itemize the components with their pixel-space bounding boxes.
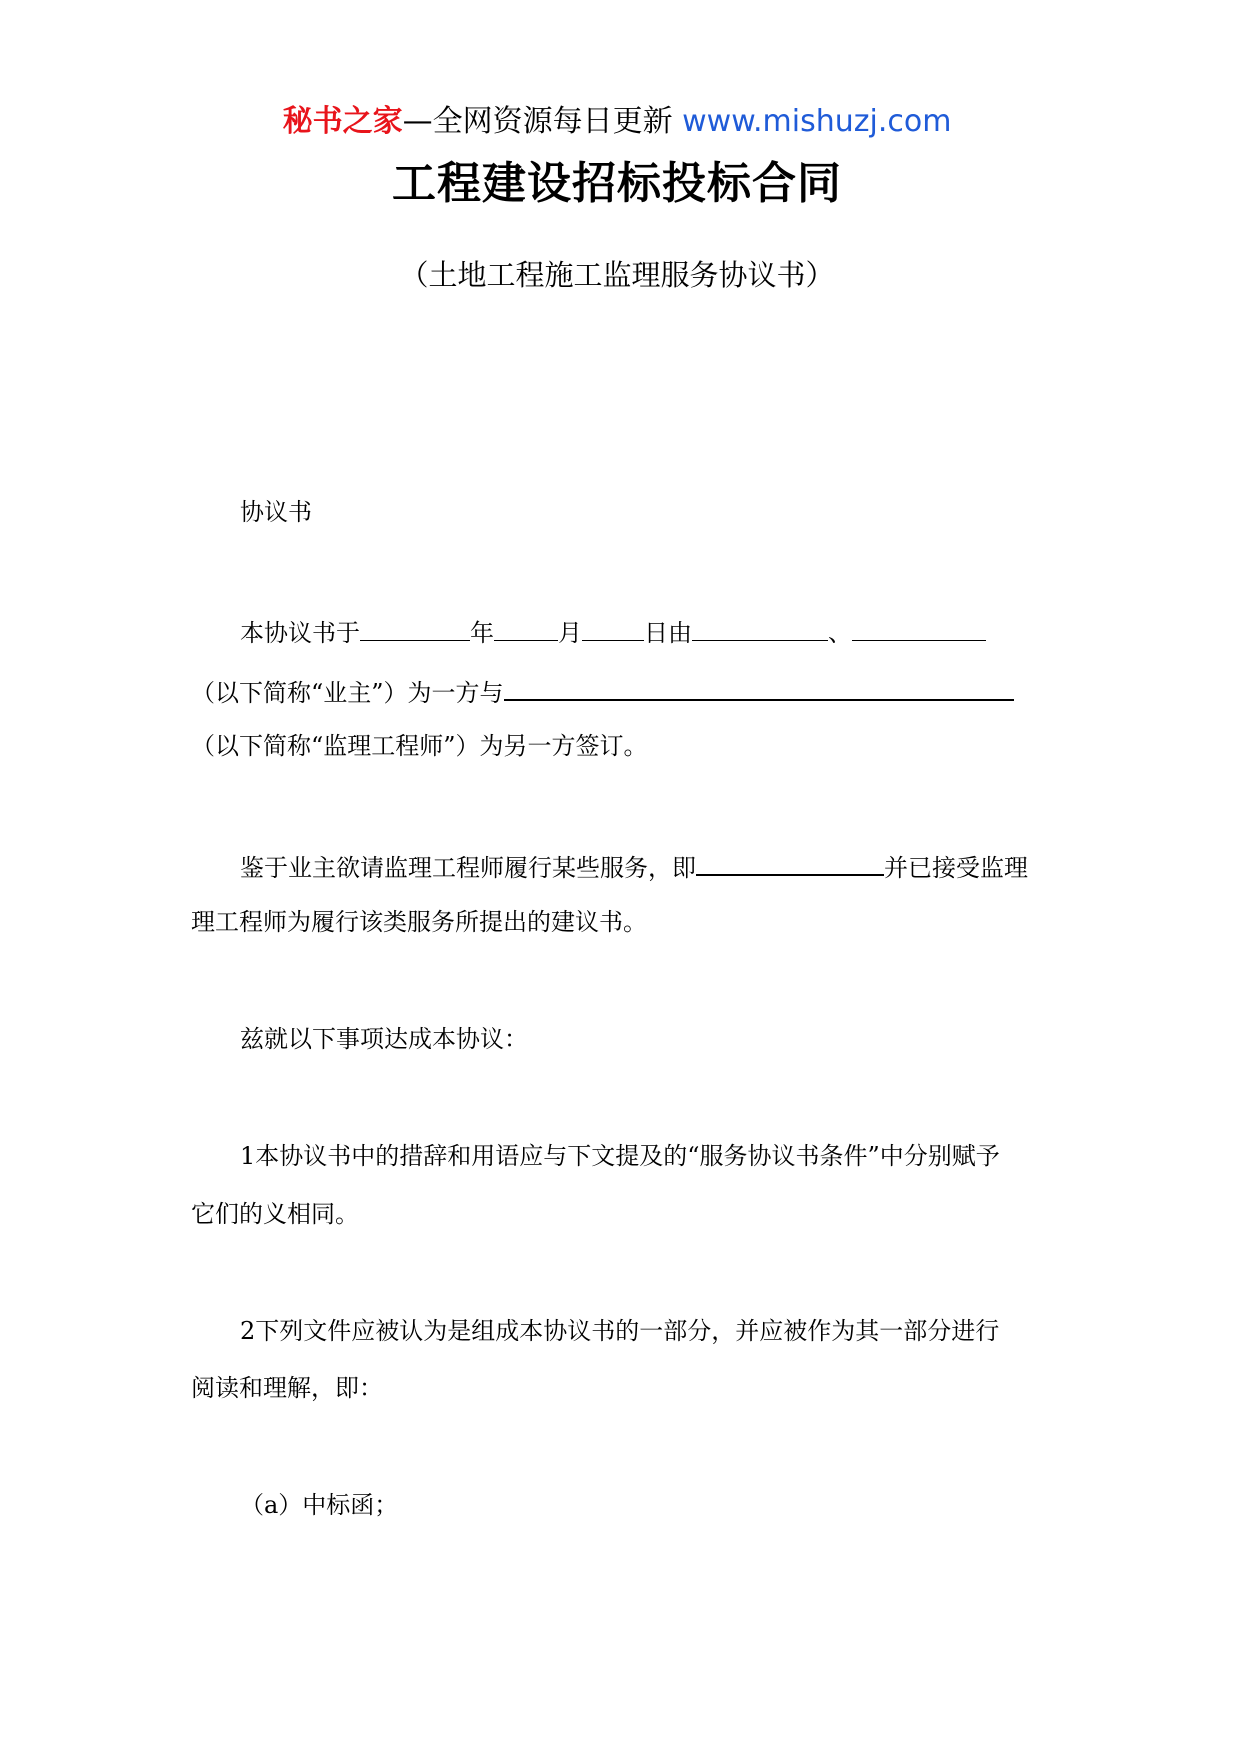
text-segment: 并已接受监理 <box>884 854 1028 882</box>
party-blank-2 <box>852 614 986 641</box>
day-blank <box>582 614 644 641</box>
site-url[interactable]: www.mishuzj.com <box>682 104 952 139</box>
header-tagline: —全网资源每日更新 <box>402 104 673 139</box>
month-blank <box>494 614 558 641</box>
document-title: 工程建设招标投标合同 <box>392 158 842 209</box>
clause-a: （a）中标函； <box>240 1491 399 1519</box>
engineer-line: （以下简称“监理工程师”）为另一方签订。 <box>191 732 648 760</box>
agreement-date-line <box>240 614 1071 649</box>
text-segment: 年 <box>470 619 494 647</box>
year-blank <box>360 614 470 641</box>
text-segment: 鉴于业主欲请监理工程师履行某些服务，即 <box>240 854 696 882</box>
text-segment: （以下简称“业主”）为一方与 <box>191 679 504 707</box>
engineer-name-blank <box>504 673 1014 701</box>
document-subtitle: （土地工程施工监理服务协议书） <box>399 258 835 292</box>
text-segment: 月 <box>558 619 582 647</box>
party-blank-1 <box>692 614 828 641</box>
text-segment: 日由 <box>644 619 692 647</box>
brand-name: 秘书之家 <box>282 104 403 139</box>
clause-2-line-1: 2下列文件应被认为是组成本协议书的一部分，并应被作为其一部分进行 <box>240 1317 1000 1345</box>
whereas-line <box>240 848 1071 884</box>
section-heading: 协议书 <box>240 498 312 526</box>
text-segment: 本协议书于 <box>240 619 360 647</box>
site-header <box>0 102 1234 142</box>
owner-line <box>191 673 1071 709</box>
whereas-line-2: 理工程师为履行该类服务所提出的建议书。 <box>191 908 647 936</box>
text-segment: 、 <box>828 619 852 647</box>
clause-2-line-2: 阅读和理解，即： <box>191 1374 383 1402</box>
agreed-line: 兹就以下事项达成本协议： <box>240 1025 528 1053</box>
clause-1-line-1: 1本协议书中的措辞和用语应与下文提及的“服务协议书条件”中分别赋予 <box>240 1142 1000 1170</box>
service-blank <box>696 848 884 876</box>
clause-1-line-2: 它们的义相同。 <box>191 1200 359 1228</box>
